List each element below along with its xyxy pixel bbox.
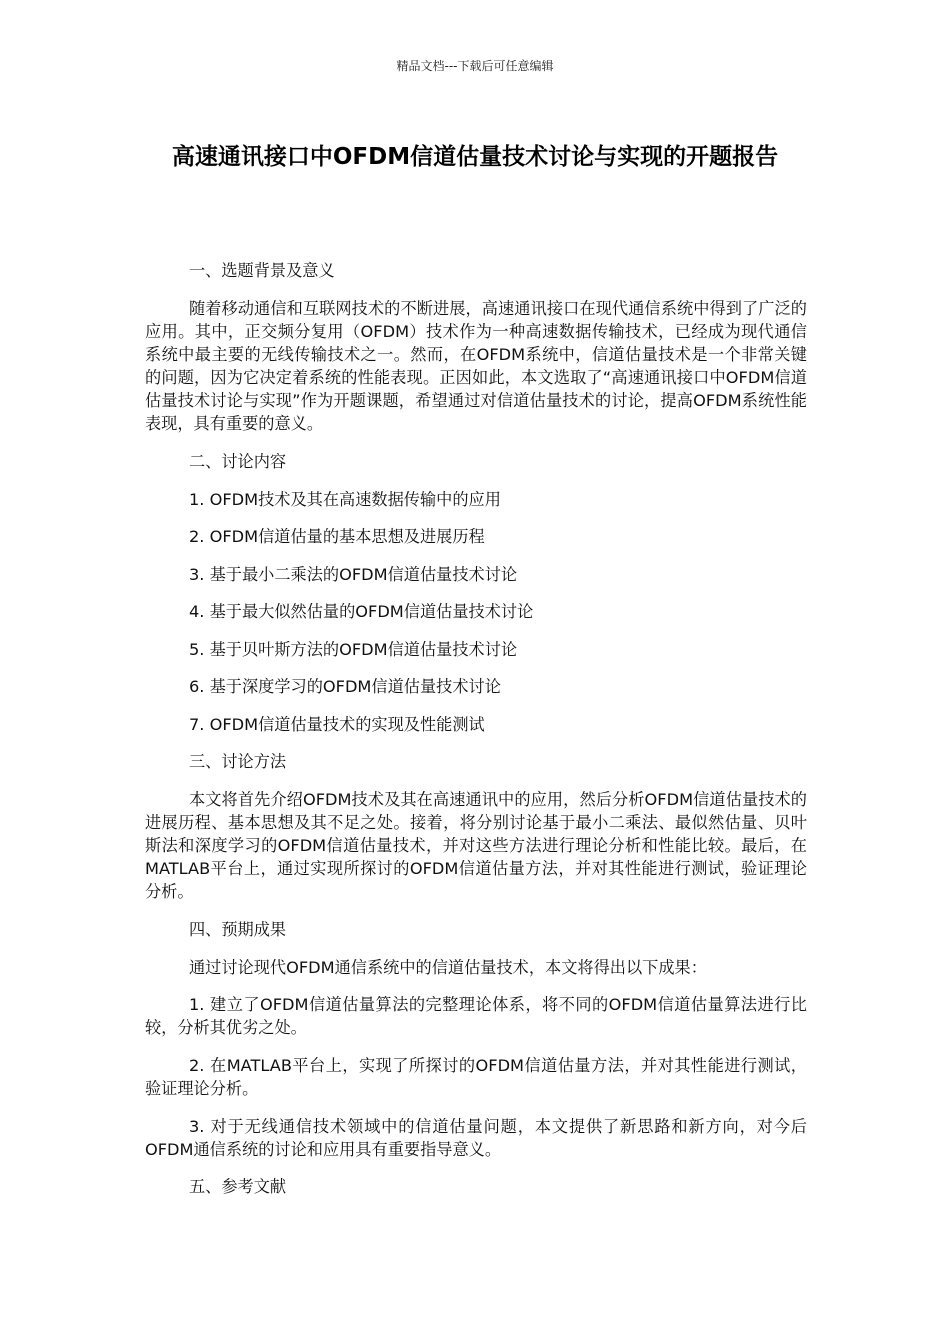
section-heading-method: 三、讨论方法 — [189, 752, 287, 771]
results-item: 1. 建立了OFDM信道估量算法的完整理论体系，将不同的OFDM信道估量算法进行比较，分析其优劣之处。 — [145, 995, 807, 1037]
header-note: 精品文档---下载后可任意编辑 — [396, 59, 554, 73]
method-paragraph: 本文将首先介绍OFDM技术及其在高速通讯中的应用，然后分析OFDM信道估量技术的进展历程、基本思想及其不足之处。接着，将分别讨论基于最小二乘法、最似然估量、贝叶斯法和深度学习的OFDM信道估量技术，并对这些方法进行理论分析和性能比较。最后，在MATLAB平台上，通过实现所探讨的OFDM信道估量方法，并对其性能进行测试，验证理论分析。 — [145, 790, 807, 901]
results-item: 3. 对于无线通信技术领域中的信道估量问题，本文提供了新思路和新方向，对今后OFDM通信系统的讨论和应用具有重要指导意义。 — [145, 1117, 807, 1159]
content-list-item: 3. 基于最小二乘法的OFDM信道估量技术讨论 — [189, 565, 518, 584]
content-list-item: 7. OFDM信道估量技术的实现及性能测试 — [189, 715, 485, 734]
content-list-item: 1. OFDM技术及其在高速数据传输中的应用 — [189, 490, 501, 509]
section-heading-background: 一、选题背景及意义 — [189, 261, 335, 280]
background-paragraph: 随着移动通信和互联网技术的不断进展，高速通讯接口在现代通信系统中得到了广泛的应用。其中，正交频分复用（OFDM）技术作为一种高速数据传输技术，已经成为现代通信系统中最主要的无线传输技术之一。然而，在OFDM系统中，信道估量技术是一个非常关键的问题，因为它决定着系统的性能表现。正因如此，本文选取了“高速通讯接口中OFDM信道估量技术讨论与实现”作为开题课题，希望通过对信道估量技术的讨论，提高OFDM系统性能表现，具有重要的意义。 — [145, 299, 807, 433]
section-heading-results: 四、预期成果 — [189, 920, 287, 939]
content-list-item: 2. OFDM信道估量的基本思想及进展历程 — [189, 527, 485, 546]
results-item: 2. 在MATLAB平台上，实现了所探讨的OFDM信道估量方法，并对其性能进行测试，验证理论分析。 — [145, 1056, 807, 1098]
content-list-item: 5. 基于贝叶斯方法的OFDM信道估量技术讨论 — [189, 640, 518, 659]
section-heading-content: 二、讨论内容 — [189, 452, 287, 471]
content-list-item: 6. 基于深度学习的OFDM信道估量技术讨论 — [189, 677, 501, 696]
content-list-item: 4. 基于最大似然估量的OFDM信道估量技术讨论 — [189, 602, 534, 621]
section-heading-references: 五、参考文献 — [189, 1177, 287, 1196]
results-intro: 通过讨论现代OFDM通信系统中的信道估量技术，本文将得出以下成果： — [189, 958, 707, 977]
document-title: 高速通讯接口中OFDM信道估量技术讨论与实现的开题报告 — [171, 144, 779, 170]
